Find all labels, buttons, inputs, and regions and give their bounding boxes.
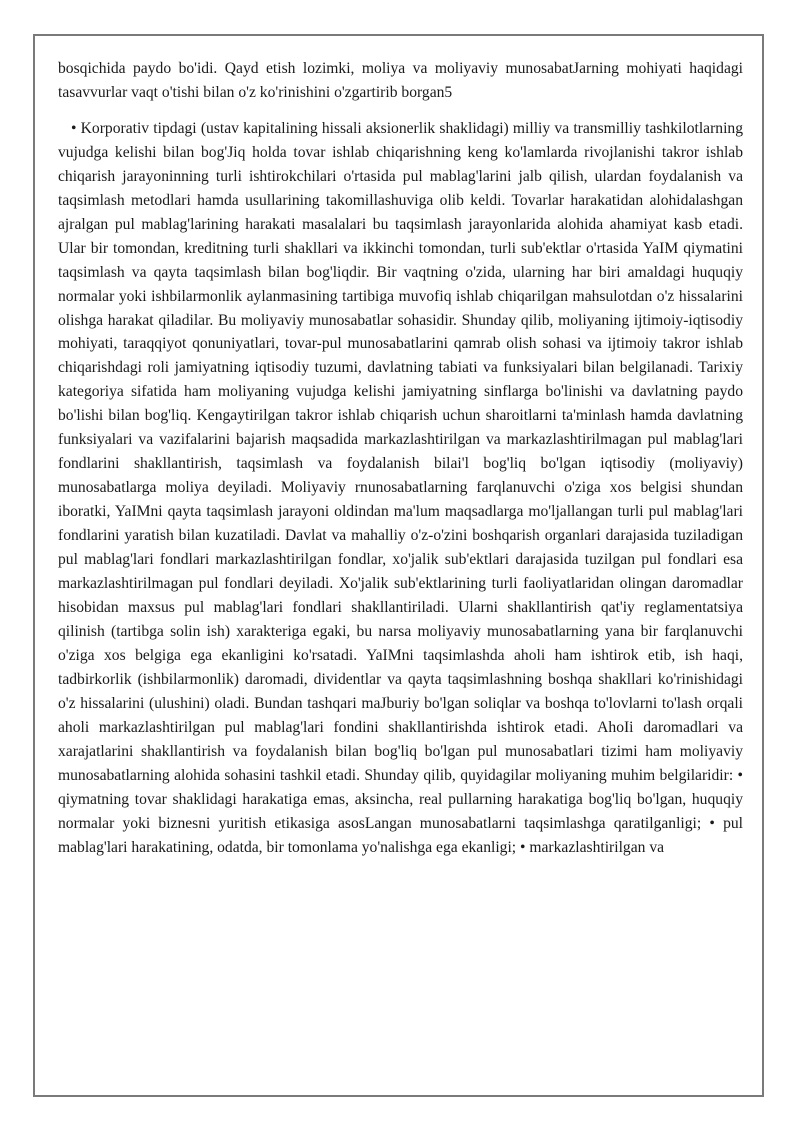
document-body — [58, 57, 743, 859]
main-paragraph: • Korporativ tipdagi (ustav kapitalining hissali aksionerlik shaklidagi) milliy va transmilliy tashkilotlarning vujudga kelishi bilan bog'Jiq holda tovar ishlab chiqarishning keng ko'lamlarda rivojlanishi takror ishlab chiqarish jarayoninning turli ishtirokchilari o'rtasida pul mablag'larini jalb qilish, ulardan foydalanish va taqsimlash metodlari hamda usullarining takomillashuviga olib keldi. Tovarlar harakatidan alohidalashgan ajralgan pul mablag'larining harakati masalalari bu taqsimlash jarayonlarida alohida ahamiyat kasb etadi. Ular bir tomondan, kreditning turli shakllari va ikkinchi tomondan, turli sub'ektlar o'rtasida YaIM qiymatini taqsimlash va qayta taqsimlash bilan bog'liqdir. Bir vaqtning o'zida, ularning har biri amaldagi huquqiy normalar yoki ishbilarmonlik aylanmasining tartibiga muvofiq ishlab chiqarilgan mahsulotdan o'z hissalarini olishga harakat qiladilar. Bu moliyaviy munosabatlar sohasidir. Shunday qilib, moliyaning ijtimoiy-iqtisodiy mohiyati, taraqqiyot qonuniyatlari, tovar-pul munosabatlarini qamrab olish sohasi va ijtimoiy takror ishlab chiqarishdagi roli jamiyatning iqtisodiy tuzumi, davlatning tabiati va funksiyalari bilan belgilanadi. Tarixiy kategoriya sifatida ham moliyaning vujudga kelishi jamiyatning sinflarga bo'linishi va davlatning paydo bo'lishi bilan bog'liq. Kengaytirilgan takror ishlab chiqarish uchun sharoitlarni ta'minlash hamda davlatning funksiyalari va vazifalarini bajarish maqsadida markazlashtirilgan va markazlashtirilmagan pul mablag'lari fondlarini shakllantirish, taqsimlash va foydalanish bilai'l bog'liq bo'lgan iqtisodiy (moliyaviy) munosabatlarga moliya deyiladi. Moliyaviy rnunosabatlarning farqlanuvchi o'ziga xos belgisi shundan iboratki, YaIMni qayta taqsimlash jarayoni oldindan ma'lum maqsadlarga mo'ljallangan turli pul mablag'lari fondlarini yaratish bilan kuzatiladi. Davlat va mahalliy o'z-o'zini boshqarish organlari darajasida tuziladigan pul mablag'lari fondlari markazlashtirilgan fondlar, xo'jalik sub'ektlari darajasida tuzilgan pul fondlari esa markazlashtirilmagan pul fondlari deyiladi. Xo'jalik sub'ektlarining turli faoliyatlaridan olingan daromadlar hisobidan maxsus pul mablag'lari fondlari shakllantiriladi. Ularni shakllantirish qat'iy reglamentatsiya qilinish (tartibga solin ish) xarakteriga egaki, bu narsa moliyaviy munosabatlarning yana bir farqlanuvchi o'ziga xos belgiga ega ekanligini ko'rsatadi. YaIMni taqsimlashda aholi ham ishtirok etib, ish haqi, tadbirkorlik (ishbilarmonlik) daromadi, dividentlar va qayta taqsimlashning boshqa shakllari ko'rinishidagi o'z hissalarini (ulushini) oladi. Bundan tashqari maJburiy bo'lgan soliqlar va boshqa to'lovlarni to'lash orqali aholi markazlashtirilgan pul mablag'lari fondini shakllantirishda ishtirok etadi. AhoIi daromadlari va xarajatlarini shakllantirish va foydalanish bilan bog'liq bo'lgan pul munosabatlari tizimi ham moliyaviy munosabatlarning alohida sohasini tashkil etadi. Shunday qilib, quyidagilar moliyaning muhim belgilaridir: • qiymatning tovar shaklidagi harakatiga emas, aksincha, real pullarning harakatiga bog'liq bo'lgan, huquqiy normalar yoki biznesni yuritish etikasiga asosLangan munosabatlarni taqsimlashga qaratilganligi; • pul mablag'lari harakatining, odatda, bir tomonlama yo'nalishga ega ekanligi; • markazlashtirilgan va — [58, 119, 743, 856]
intro-paragraph: bosqichida paydo bo'idi. Qayd etish lozimki, moliya va moliyaviy munosabatJarning mohiyati haqidagi tasavvurlar vaqt o'tishi bilan o'z ko'rinishini o'zgartirib borgan5 — [58, 60, 743, 101]
